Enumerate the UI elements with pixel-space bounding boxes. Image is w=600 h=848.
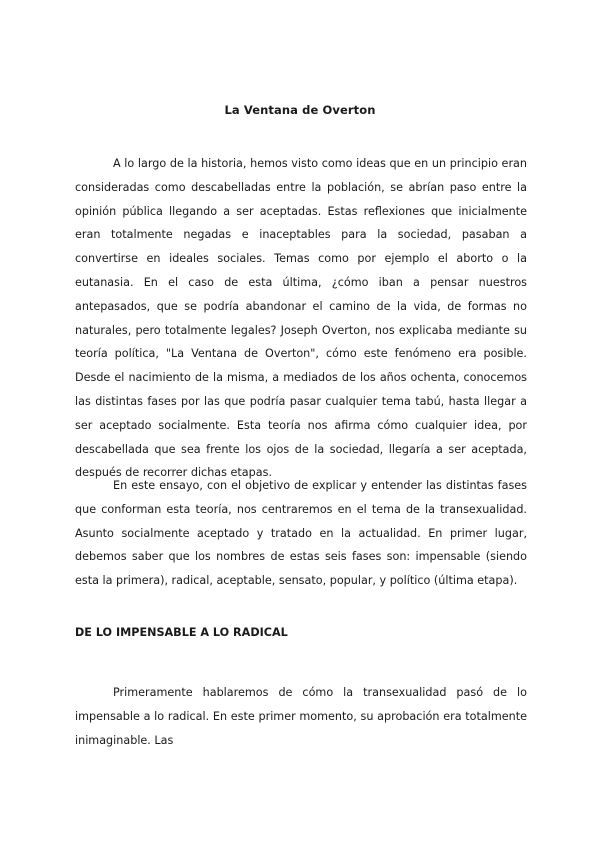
paragraph-essay-purpose: En este ensayo, con el objetivo de explicar y entender las distintas fases que conforman esta teoría, nos centraremos en el tema de la transexualidad. Asunto socialmente aceptado y tratado en la actualidad. En primer lugar, debemos saber que los nombres de estas seis fases son: impensable (siendo esta la primera), radical, aceptable, sensato, popular, y político (última etapa). — [75, 479, 527, 588]
paragraph-introduction: A lo largo de la historia, hemos visto como ideas que en un principio eran consideradas como descabelladas entre la población, se abrían paso entre la opinión pública llegando a ser aceptadas. Estas reflexiones que inicialmente eran totalmente negadas e inaceptables para la sociedad, pasaban a convertirse en ideales sociales. Temas como por ejemplo el aborto o la eutanasia. En el caso de esta última, ¿cómo iban a pensar nuestros antepasados, que se podría abandonar el camino de la vida, de formas no naturales, pero totalmente legales? Joseph Overton, nos explicaba mediante su teoría política, "La Ventana de Overton", cómo este fenómeno era posible. Desde el nacimiento de la misma, a mediados de los años ochenta, conocemos las distintas fases por las que podría pasar cualquier tema tabú, hasta llegar a ser aceptado socialmente. Esta teoría nos afirma cómo cualquier idea, por descabellada que sea frente los ojos de la sociedad, llegaría a ser aceptada, después de recorrer dichas etapas. — [75, 157, 527, 480]
document-title: La Ventana de Overton — [224, 103, 376, 117]
section-heading: DE LO IMPENSABLE A LO RADICAL — [75, 626, 288, 639]
paragraph-section-start: Primeramente hablaremos de cómo la transexualidad pasó de lo impensable a lo radical. En este primer momento, su aprobación era totalmente inimaginable. Las — [75, 686, 527, 747]
